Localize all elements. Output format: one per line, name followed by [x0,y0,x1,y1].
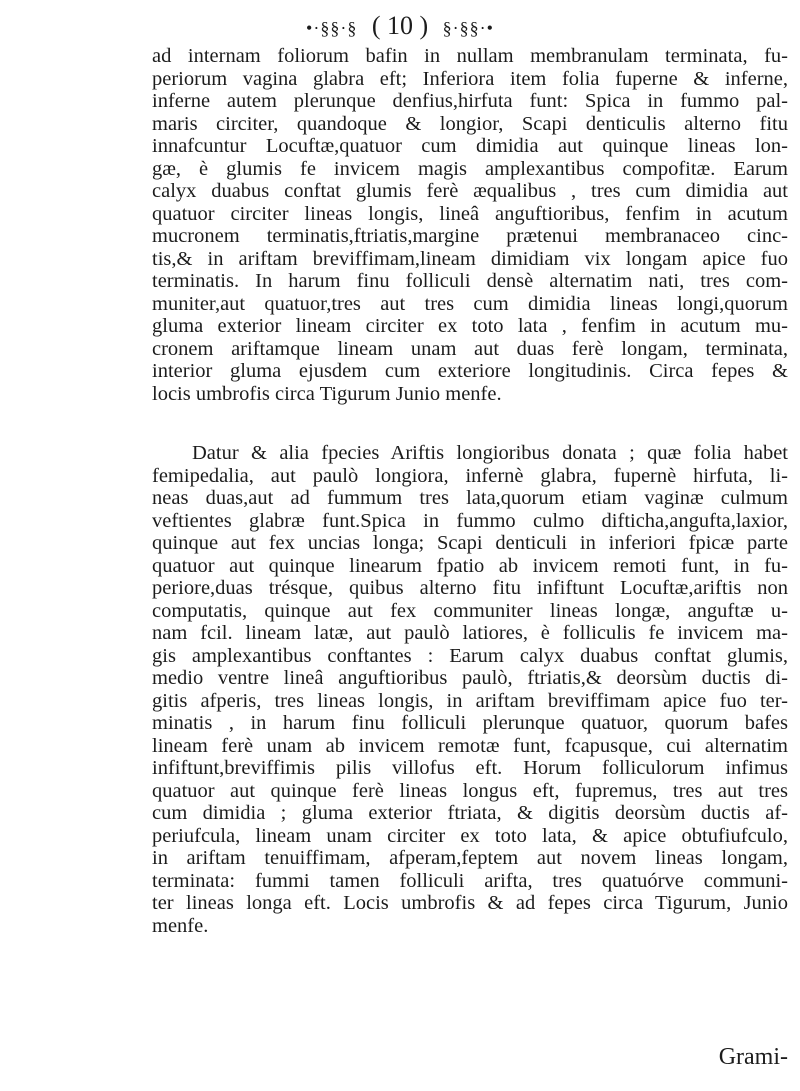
text-line: gitis afperis, tres lineas longis, in ariftam breviffimam apice fuo ter- [152,689,788,712]
text-line: quatuor aut quinque ferè lineas longus eft, fupremus, tres aut tres [152,779,788,802]
text-line: neas duas,aut ad fummum tres lata,quorum etiam vaginæ culmum [152,487,788,509]
text-line: periore,duas trésque, quibus alterno fitu infiftunt Locuftæ,ariftis non [152,577,788,599]
text-line: quatuor circiter lineas longis, lineâ anguftioribus, fenfim in acutum [152,202,788,225]
text-line: muniter,aut quatuor,tres aut tres cum dimidia lineas longi,quorum [152,292,788,315]
page-header [0,10,800,44]
text-line: lineam ferè unam ab invicem remotæ funt, fcapusque, cui alternatim [152,734,788,757]
text-line: menfe. [152,914,209,937]
text-line: femipedalia, aut paulò longiora, infernè glabra, fupernè hirfuta, li- [152,464,788,487]
paragraph-2 [152,442,788,937]
catchword: Grami- [718,1044,788,1070]
text-line: tis,& in ariftam breviffimam,lineam dimidiam vix longam apice fuo [152,247,788,270]
text-line: nam fcil. lineam latæ, aut paulò latiores, è folliculis fe invicem ma- [152,622,788,644]
text-line: calyx duabus conftat glumis ferè æqualibus , tres cum dimidia aut [152,180,788,202]
text-line: periorum vagina glabra eft; Inferiora item folia fuperne & inferne, [152,67,788,90]
text-line: ad internam foliorum bafin in nullam membranulam terminata, fu- [152,45,788,67]
text-line: interior gluma ejusdem cum exteriore longitudinis. Circa fepes & [152,360,788,382]
text-line: cum dimidia ; gluma exterior ftriata, & digitis deorsùm ductis af- [152,802,788,824]
text-line: ter lineas longa eft. Locis umbrofis & ad fepes circa Tigurum, Junio [152,892,788,914]
ornament-left: •·§§·§ [306,18,358,39]
text-line: medio ventre lineâ anguftioribus paulò, ftriatis,& deorsùm ductis di- [152,667,788,689]
text-line: terminata: fummi tamen folliculi arifta, tres quatuórve communi- [152,869,788,892]
paragraph-1 [152,45,788,405]
text-line: quinque aut fex uncias longa; Scapi denticuli in inferiori fpicæ parte [152,532,788,554]
text-line: infiftunt,breviffimis pilis villofus eft. Horum folliculorum infimus [152,757,788,779]
text-line: locis umbrofis circa Tigurum Junio menfe. [152,382,502,405]
text-line: innafcuntur Locuftæ,quatuor cum dimidia aut quinque lineas lon- [152,135,788,157]
text-line: inferne autem plerunque denfius,hirfuta funt: Spica in fummo pal- [152,90,788,112]
text-line: minatis , in harum finu folliculi plerunque quatuor, quorum bafes [152,712,788,734]
text-line: quatuor aut quinque linearum fpatio ab invicem remoti funt, in fu- [152,554,788,577]
text-line: cronem ariftamque lineam unam aut duas ferè longam, terminata, [152,337,788,360]
text-line: computatis, quinque aut fex communiter lineas longæ, anguftæ u- [152,599,788,622]
text-line: mucronem terminatis,ftriatis,margine prætenui membranaceo cinc- [152,225,788,247]
text-line: gis amplexantibus conftantes : Earum calyx duabus conftat glumis, [152,644,788,667]
ornament-right: §·§§·• [442,18,494,39]
text-line: maris circiter, quandoque & longior, Scapi denticulis alterno fitu [152,112,788,135]
page-number: ( 10 ) [371,11,429,40]
text-line: gluma exterior lineam circiter ex toto lata , fenfim in acutum mu- [152,315,788,337]
text-line: gæ, è glumis fe invicem magis amplexantibus compofitæ. Earum [152,157,788,180]
text-line: periufcula, lineam unam circiter ex toto lata, & apice obtufiufculo, [152,824,788,847]
text-line: veftientes glabræ funt.Spica in fummo culmo difticha,angufta,laxior, [152,509,788,532]
text-line: in ariftam tenuiffimam, afperam,feptem aut novem lineas longam, [152,847,788,869]
text-line: Datur & alia fpecies Ariftis longioribus donata ; quæ folia habet [192,442,788,464]
text-line: terminatis. In harum finu folliculi densè alternatim nati, tres com- [152,270,788,292]
